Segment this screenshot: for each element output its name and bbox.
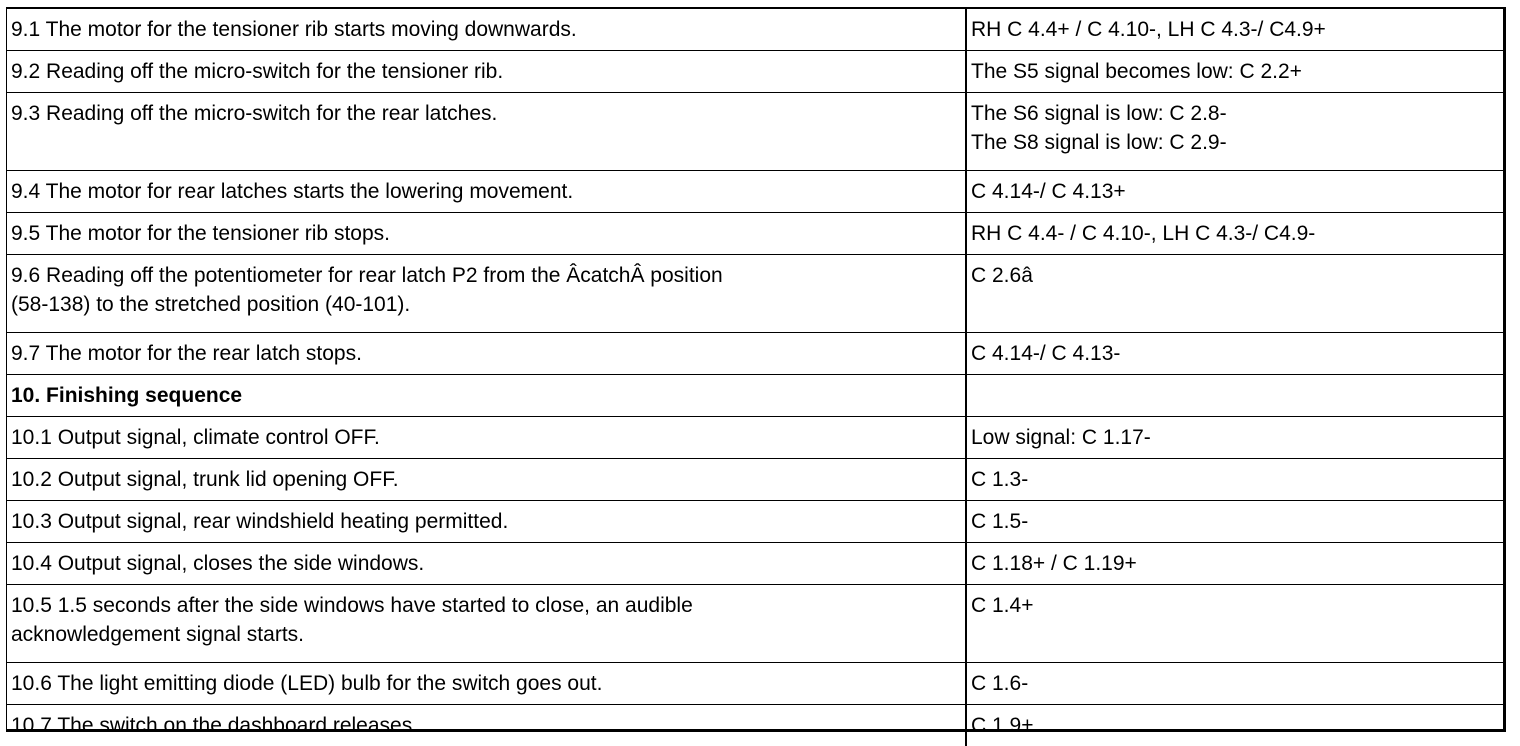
signal-cell: C 4.14-/ C 4.13+ [966,171,1503,213]
step-description-cell: 10.2 Output signal, trunk lid opening OFF. [7,459,966,501]
table-row [7,375,1503,417]
signal-cell: C 1.9+ [966,705,1503,746]
signal-cell: C 1.6- [966,663,1503,705]
document-page [6,7,1506,732]
procedure-table-body [7,9,1503,746]
procedure-table [7,9,1503,746]
signal-cell [966,375,1503,417]
table-row [7,9,1503,51]
table-row [7,51,1503,93]
signal-cell: C 1.5- [966,501,1503,543]
table-row [7,93,1503,171]
table-row [7,585,1503,663]
table-row [7,255,1503,333]
signal-cell: The S5 signal becomes low: C 2.2+ [966,51,1503,93]
step-description-cell: 10.7 The switch on the dashboard releases. [7,705,966,746]
step-description-cell: 10.3 Output signal, rear windshield heating permitted. [7,501,966,543]
step-description-cell: 9.2 Reading off the micro-switch for the tensioner rib. [7,51,966,93]
step-description-cell: 10.4 Output signal, closes the side windows. [7,543,966,585]
table-row [7,501,1503,543]
table-row [7,543,1503,585]
signal-cell: C 4.14-/ C 4.13- [966,333,1503,375]
table-row [7,459,1503,501]
signal-cell: The S6 signal is low: C 2.8- The S8 signal is low: C 2.9- [966,93,1503,171]
step-description-cell: 9.3 Reading off the micro-switch for the rear latches. [7,93,966,171]
signal-cell: C 1.4+ [966,585,1503,663]
signal-cell: RH C 4.4+ / C 4.10-, LH C 4.3-/ C4.9+ [966,9,1503,51]
step-description-cell: 9.7 The motor for the rear latch stops. [7,333,966,375]
step-description-cell: 9.4 The motor for rear latches starts the lowering movement. [7,171,966,213]
section-heading: 10. Finishing sequence [7,375,966,417]
signal-cell: C 1.18+ / C 1.19+ [966,543,1503,585]
signal-cell: RH C 4.4- / C 4.10-, LH C 4.3-/ C4.9- [966,213,1503,255]
table-row [7,663,1503,705]
step-description-cell: 10.6 The light emitting diode (LED) bulb for the switch goes out. [7,663,966,705]
table-row [7,333,1503,375]
step-description-cell: 9.5 The motor for the tensioner rib stops. [7,213,966,255]
table-row [7,213,1503,255]
signal-cell: C 1.3- [966,459,1503,501]
step-description-cell: 9.1 The motor for the tensioner rib starts moving downwards. [7,9,966,51]
table-row [7,705,1503,746]
step-description-cell: 9.6 Reading off the potentiometer for rear latch P2 from the ÂcatchÂ position (58-138) to the stretched position (40-101). [7,255,966,333]
signal-cell: Low signal: C 1.17- [966,417,1503,459]
table-row [7,171,1503,213]
step-description-cell: 10.1 Output signal, climate control OFF. [7,417,966,459]
step-description-cell: 10.5 1.5 seconds after the side windows have started to close, an audible acknowledgement signal starts. [7,585,966,663]
table-row [7,417,1503,459]
signal-cell: C 2.6â [966,255,1503,333]
